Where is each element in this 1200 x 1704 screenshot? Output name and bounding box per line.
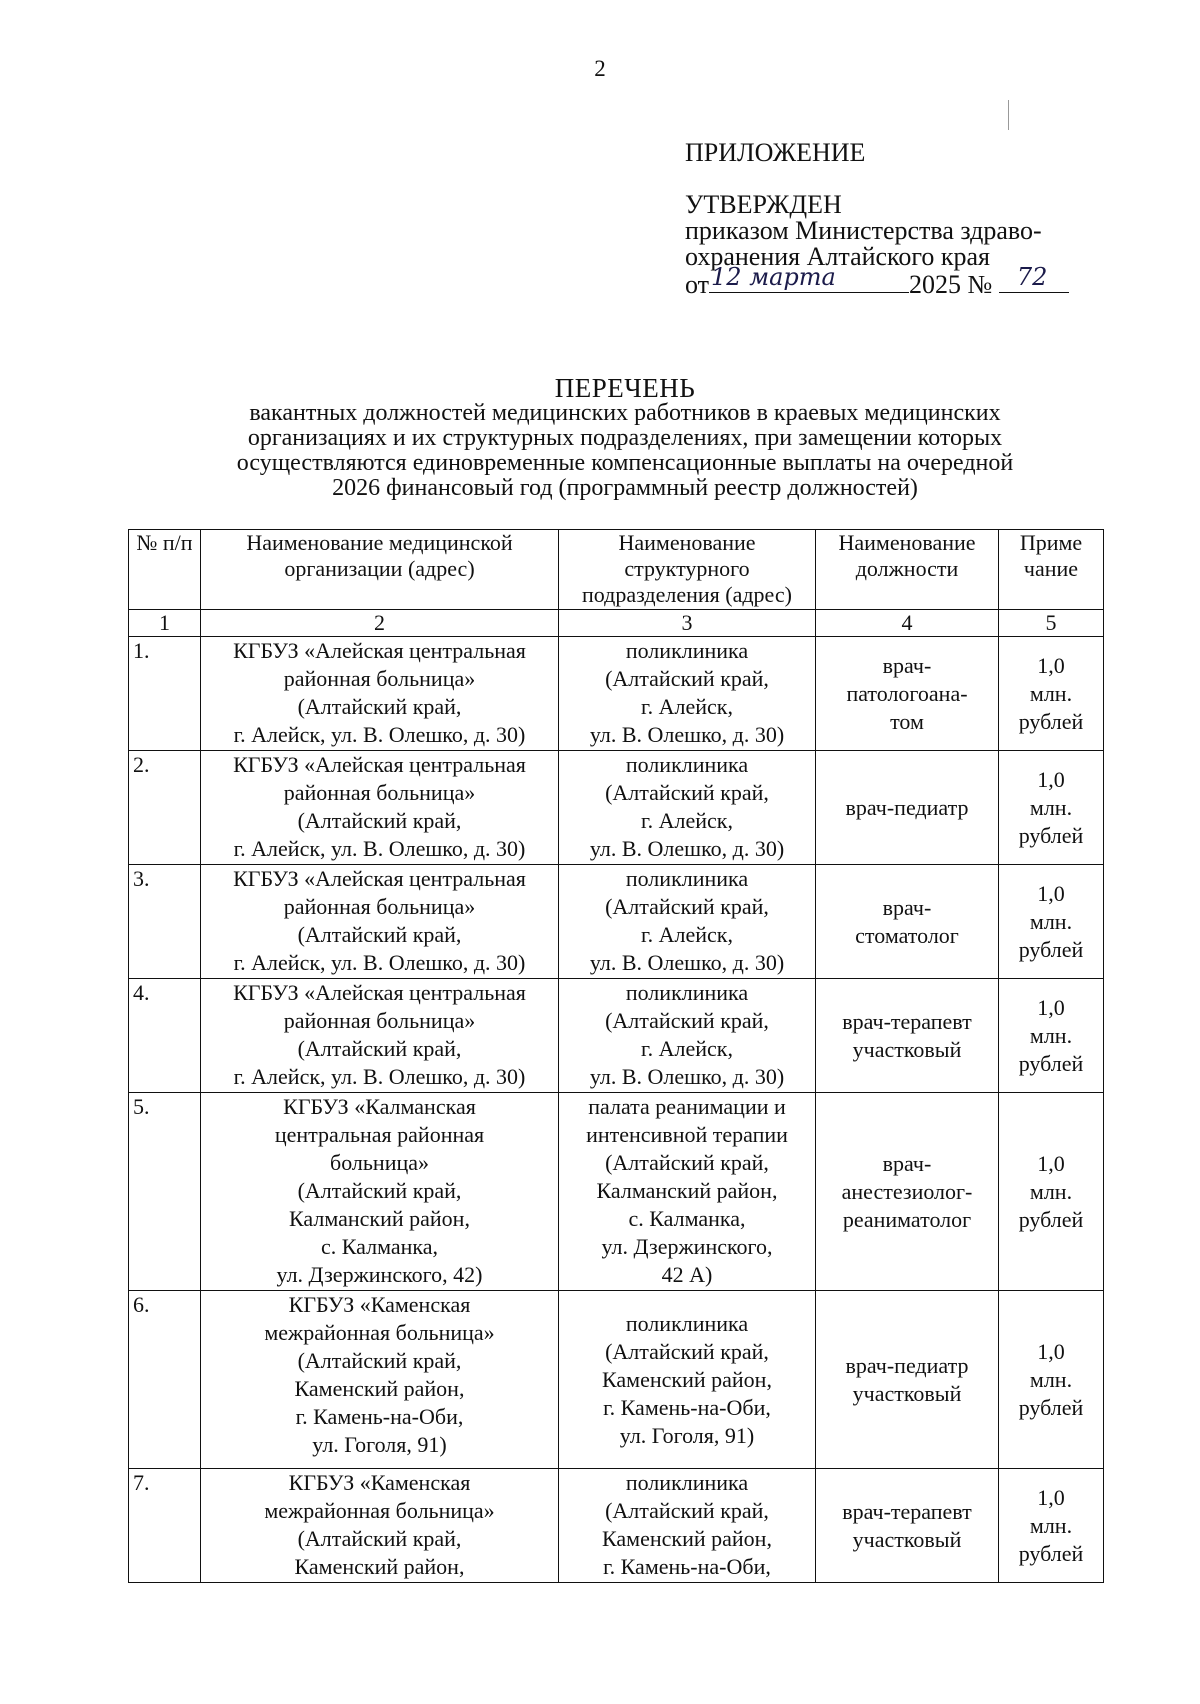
department-cell-line: г. Алейск, <box>641 1036 733 1061</box>
position-cell-line: участковый <box>852 1380 962 1406</box>
approval-year: 2025 № <box>909 270 993 299</box>
organization-cell-line: районная больница» <box>283 1008 476 1033</box>
position-cell-line: участковый <box>852 1036 962 1062</box>
department-cell-line: (Алтайский край, <box>605 1338 769 1364</box>
position-cell-line: участковый <box>852 1526 962 1552</box>
column-number: 2 <box>201 610 559 637</box>
department-cell-line: ул. В. Олешко, д. 30) <box>589 836 785 861</box>
position-cell-line: врач-педиатр <box>845 1352 969 1378</box>
department-cell-line: (Алтайский край, <box>605 780 769 805</box>
row-number: 2. <box>129 751 201 865</box>
organization-cell <box>201 979 559 1093</box>
handwritten-number: 72 <box>1016 263 1048 291</box>
department-cell-line: (Алтайский край, <box>605 1008 769 1033</box>
position-cell <box>816 1291 999 1469</box>
organization-cell-line: Калманский район, <box>289 1206 470 1231</box>
table-header-row <box>129 530 1104 610</box>
note-cell-line: 1,0 <box>1037 994 1065 1020</box>
organization-cell <box>201 637 559 751</box>
department-cell-line: с. Калманка, <box>628 1206 746 1231</box>
organization-cell-line: КГБУЗ «Каменская <box>288 1292 471 1317</box>
department-cell-line: (Алтайский край, <box>605 1150 769 1175</box>
position-cell-line: врач-терапевт <box>842 1008 972 1034</box>
note-cell-line: рублей <box>1018 708 1084 734</box>
department-cell-line: поликлиника <box>625 638 749 663</box>
organization-cell <box>201 1291 559 1469</box>
table-row <box>129 1469 1104 1583</box>
position-cell-line: стоматолог <box>855 922 959 948</box>
department-cell <box>559 1469 816 1583</box>
note-cell-line: млн. <box>1029 1022 1073 1048</box>
note-cell-line: 1,0 <box>1037 1150 1065 1176</box>
organization-cell-line: Каменский район, <box>294 1376 465 1401</box>
organization-cell-line: больница» <box>330 1150 429 1175</box>
organization-cell-line: (Алтайский край, <box>297 1526 462 1551</box>
position-cell-line: анестезиолог- <box>841 1178 973 1204</box>
page-number: 2 <box>594 56 606 81</box>
department-cell-line: (Алтайский край, <box>605 666 769 691</box>
organization-cell-line: КГБУЗ «Алейская центральная <box>233 980 526 1005</box>
note-cell-line: млн. <box>1029 1178 1073 1204</box>
department-cell-line: г. Алейск, <box>641 922 733 947</box>
department-cell-line: (Алтайский край, <box>605 894 769 919</box>
date-fill-line <box>709 263 909 293</box>
position-cell-line: врач- <box>882 1150 932 1176</box>
approval-date-line <box>685 263 1105 299</box>
organization-cell-line: КГБУЗ «Алейская центральная <box>233 638 526 663</box>
note-cell-line: 1,0 <box>1037 652 1065 678</box>
organization-cell-line: КГБУЗ «Калманская <box>283 1094 476 1119</box>
table-row <box>129 979 1104 1093</box>
department-cell <box>559 1093 816 1291</box>
title-line-3: осуществляются единовременные компенсационные выплаты на очередной <box>236 450 1014 476</box>
position-cell <box>816 865 999 979</box>
scan-edge-mark <box>1008 100 1009 130</box>
organization-cell-line: г. Алейск, ул. В. Олешко, д. 30) <box>233 722 526 747</box>
date-prefix: от <box>685 270 710 299</box>
organization-cell-line: (Алтайский край, <box>297 922 462 947</box>
department-cell-line: поликлиника <box>625 1470 749 1495</box>
table-row <box>129 751 1104 865</box>
organization-cell-line: (Алтайский край, <box>297 808 462 833</box>
note-cell <box>999 1093 1104 1291</box>
note-cell <box>999 751 1104 865</box>
note-cell-line: млн. <box>1029 1366 1073 1392</box>
organization-cell-line: КГБУЗ «Каменская <box>288 1470 471 1495</box>
header-department: Наименование структурного подразделения (адрес) <box>559 530 816 610</box>
note-cell-line: рублей <box>1018 1394 1084 1420</box>
approval-order-line-1: приказом Министерства здраво- <box>685 216 1042 245</box>
organization-cell <box>201 1093 559 1291</box>
organization-cell <box>201 865 559 979</box>
position-cell-line: реаниматолог <box>842 1206 972 1232</box>
organization-cell-line: районная больница» <box>283 780 476 805</box>
row-number: 4. <box>129 979 201 1093</box>
title-line-4: 2026 финансовый год (программный реестр должностей) <box>332 475 918 501</box>
department-cell-line: поликлиника <box>625 980 749 1005</box>
department-cell-line: ул. В. Олешко, д. 30) <box>589 950 785 975</box>
department-cell-line: интенсивной терапии <box>586 1122 788 1147</box>
organization-cell-line: межрайонная больница» <box>264 1498 495 1523</box>
department-cell-line: г. Камень-на-Оби, <box>603 1554 771 1579</box>
table-row <box>129 1093 1104 1291</box>
note-cell <box>999 865 1104 979</box>
number-fill-line <box>999 263 1069 293</box>
organization-cell-line: (Алтайский край, <box>297 1348 462 1373</box>
note-cell-line: 1,0 <box>1037 1338 1065 1364</box>
column-number: 5 <box>999 610 1104 637</box>
table-row <box>129 637 1104 751</box>
note-cell-line: 1,0 <box>1037 880 1065 906</box>
note-cell-line: рублей <box>1018 936 1084 962</box>
note-cell <box>999 637 1104 751</box>
header-organization: Наименование медицинской организации (адрес) <box>201 530 559 610</box>
department-cell-line: Каменский район, <box>602 1366 772 1392</box>
position-cell-line: врач-педиатр <box>845 794 969 820</box>
document-title: ПЕРЕЧЕНЬ <box>554 373 696 403</box>
note-cell <box>999 979 1104 1093</box>
organization-cell-line: (Алтайский край, <box>297 1036 462 1061</box>
position-cell-line: врач-терапевт <box>842 1498 972 1524</box>
note-cell-line: млн. <box>1029 1512 1073 1538</box>
position-cell <box>816 1093 999 1291</box>
department-cell <box>559 637 816 751</box>
position-cell-line: врач- <box>882 652 932 678</box>
position-cell <box>816 637 999 751</box>
position-cell <box>816 751 999 865</box>
row-number: 7. <box>129 1469 201 1583</box>
row-number: 1. <box>129 637 201 751</box>
department-cell <box>559 979 816 1093</box>
position-cell-line: том <box>890 708 924 734</box>
organization-cell-line: центральная районная <box>274 1122 485 1147</box>
note-cell <box>999 1291 1104 1469</box>
organization-cell-line: районная больница» <box>283 666 476 691</box>
organization-cell-line: Каменский район, <box>294 1554 465 1579</box>
department-cell-line: г. Алейск, <box>641 808 733 833</box>
row-number: 6. <box>129 1291 201 1469</box>
note-cell-line: млн. <box>1029 794 1073 820</box>
organization-cell-line: КГБУЗ «Алейская центральная <box>233 866 526 891</box>
organization-cell <box>201 1469 559 1583</box>
organization-cell-line: ул. Дзержинского, 42) <box>276 1262 483 1287</box>
department-cell-line: ул. Дзержинского, <box>601 1234 773 1259</box>
row-number: 3. <box>129 865 201 979</box>
department-cell-line: поликлиника <box>625 752 749 777</box>
department-cell-line: палата реанимации и <box>588 1094 786 1119</box>
position-cell-line: патологоана- <box>846 680 968 706</box>
department-cell <box>559 751 816 865</box>
department-cell <box>559 1291 816 1469</box>
header-position: Наименование должности <box>816 530 999 610</box>
column-number-row <box>129 610 1104 637</box>
vacancy-table <box>128 529 1104 1583</box>
organization-cell-line: районная больница» <box>283 894 476 919</box>
organization-cell-line: ул. Гоголя, 91) <box>312 1432 447 1457</box>
note-cell-line: 1,0 <box>1037 766 1065 792</box>
table-row <box>129 1291 1104 1469</box>
organization-cell <box>201 751 559 865</box>
note-cell-line: рублей <box>1018 1206 1084 1232</box>
approved-label: УТВЕРЖДЕН <box>685 190 842 219</box>
department-cell-line: г. Алейск, <box>641 694 733 719</box>
column-number: 3 <box>559 610 816 637</box>
title-line-1: вакантных должностей медицинских работников в краевых медицинских <box>249 400 1001 426</box>
department-cell-line: поликлиника <box>625 1310 749 1336</box>
organization-cell-line: (Алтайский край, <box>297 1178 462 1203</box>
organization-cell-line: межрайонная больница» <box>264 1320 495 1345</box>
note-cell-line: 1,0 <box>1037 1484 1065 1510</box>
note-cell-line: млн. <box>1029 680 1073 706</box>
department-cell-line: г. Камень-на-Оби, <box>603 1394 771 1420</box>
department-cell <box>559 865 816 979</box>
position-cell <box>816 979 999 1093</box>
note-cell-line: млн. <box>1029 908 1073 934</box>
position-cell <box>816 1469 999 1583</box>
department-cell-line: (Алтайский край, <box>605 1498 769 1523</box>
note-cell-line: рублей <box>1018 822 1084 848</box>
document-title-block <box>150 373 1100 501</box>
department-cell-line: поликлиника <box>625 866 749 891</box>
organization-cell-line: (Алтайский край, <box>297 694 462 719</box>
department-cell-line: Калманский район, <box>596 1178 778 1203</box>
organization-cell-line: КГБУЗ «Алейская центральная <box>233 752 526 777</box>
organization-cell-line: г. Алейск, ул. В. Олешко, д. 30) <box>233 836 526 861</box>
title-line-2: организациях и их структурных подразделениях, при замещении которых <box>247 425 1003 451</box>
organization-cell-line: г. Алейск, ул. В. Олешко, д. 30) <box>233 950 526 975</box>
column-number: 4 <box>816 610 999 637</box>
note-cell <box>999 1469 1104 1583</box>
handwritten-date: 12 марта <box>711 263 836 291</box>
department-cell-line: ул. В. Олешко, д. 30) <box>589 722 785 747</box>
organization-cell-line: г. Камень-на-Оби, <box>295 1404 464 1429</box>
note-cell-line: рублей <box>1018 1540 1084 1566</box>
appendix-label: ПРИЛОЖЕНИЕ <box>685 138 866 167</box>
department-cell-line: ул. В. Олешко, д. 30) <box>589 1064 785 1089</box>
department-cell-line: ул. Гоголя, 91) <box>619 1422 755 1448</box>
column-number: 1 <box>129 610 201 637</box>
row-number: 5. <box>129 1093 201 1291</box>
table-row <box>129 865 1104 979</box>
organization-cell-line: с. Калманка, <box>320 1234 438 1259</box>
position-cell-line: врач- <box>882 894 932 920</box>
approval-order-line-2: охранения Алтайского края <box>685 242 991 271</box>
header-note: Приме чание <box>999 530 1104 610</box>
department-cell-line: Каменский район, <box>602 1526 772 1551</box>
approval-stamp-block <box>685 140 1105 298</box>
department-cell-line: 42 А) <box>661 1262 713 1287</box>
note-cell-line: рублей <box>1018 1050 1084 1076</box>
table-body <box>129 637 1104 1583</box>
organization-cell-line: г. Алейск, ул. В. Олешко, д. 30) <box>233 1064 526 1089</box>
header-number: № п/п <box>129 530 201 610</box>
